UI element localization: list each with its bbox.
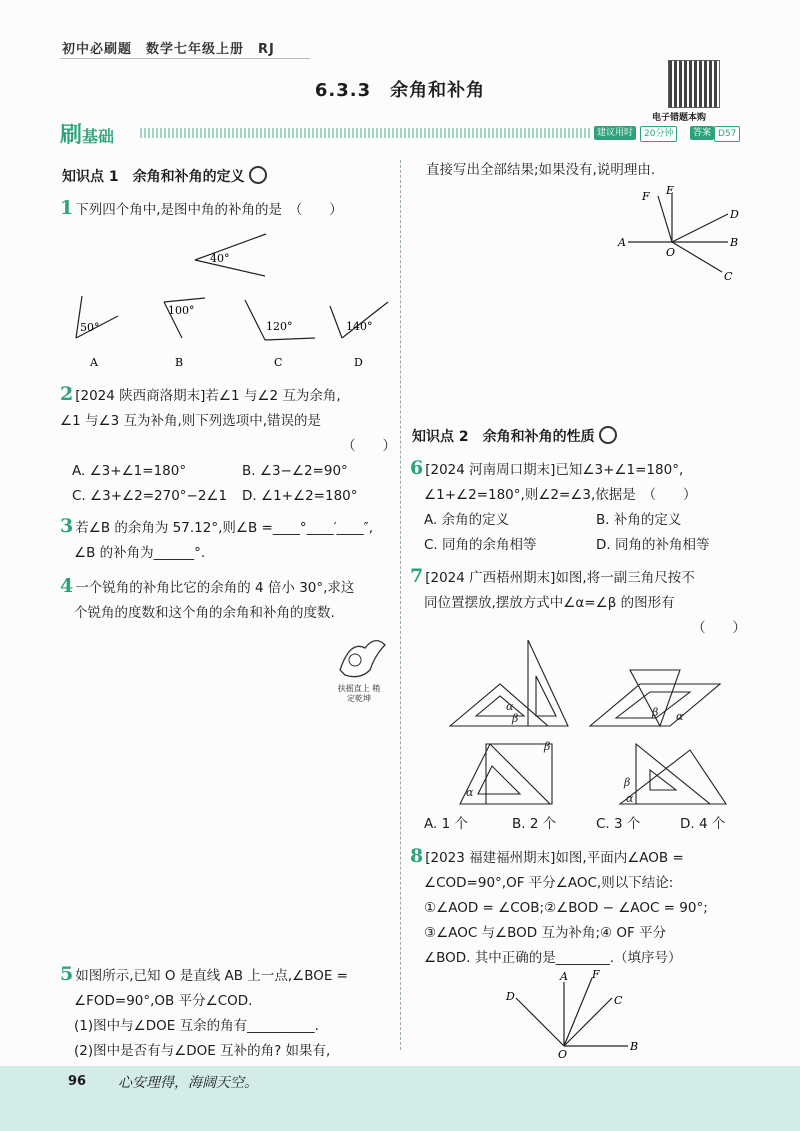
kp2-heading	[412, 426, 617, 446]
q3	[60, 514, 396, 566]
qr-label: 电子错题本购	[652, 113, 707, 123]
stamp-caption: 扶摇直上 稍定乾坤	[337, 684, 381, 703]
page-number: 96	[68, 1074, 87, 1089]
q8-line5[interactable]: ∠BOD. 其中正确的是________.（填序号）	[424, 950, 682, 966]
q5-figure	[610, 184, 760, 284]
q8-label-d: D	[506, 990, 515, 1003]
q5-label-c: C	[724, 270, 733, 283]
q1-letter-c: C	[274, 356, 283, 369]
q5-line5: 直接写出全部结果;如果没有,说明理由.	[426, 162, 656, 178]
q5-number: 5	[60, 963, 74, 985]
q7-figure-3	[460, 740, 552, 804]
q2-option-c[interactable]: C. ∠3+∠2=270°−2∠1	[72, 488, 228, 504]
time-label: 建议用时	[594, 126, 636, 140]
q7-f3-alpha: α	[466, 786, 474, 799]
q6-number: 6	[410, 457, 424, 479]
book-header: 初中必刷题 数学七年级上册 RJ	[62, 42, 275, 57]
q7-option-d[interactable]: D. 4 个	[680, 816, 726, 832]
q5-line3[interactable]: (1)图中与∠DOE 互余的角有__________.	[74, 1018, 319, 1034]
column-divider	[400, 160, 401, 1050]
q2-number: 2	[60, 383, 74, 405]
q1-angle-b: 100°	[168, 304, 195, 317]
q1-choice-d[interactable]	[330, 302, 388, 369]
section-title: 6.3.3 余角和补角	[314, 80, 486, 101]
q5-label-f: F	[642, 190, 650, 203]
kp1-heading	[62, 166, 267, 186]
q2-line1: [2024 陕西商洛期末]若∠1 与∠2 互为余角,	[75, 388, 341, 404]
q7-figure-1	[450, 640, 568, 726]
q2-option-b[interactable]: B. ∠3−∠2=90°	[242, 463, 348, 479]
kp2-label: 知识点 2 余角和补角的性质	[412, 429, 595, 445]
q8	[410, 844, 746, 971]
q8-line1: [2023 福建福州期末]如图,平面内∠AOB =	[425, 850, 684, 866]
q1-choice-b[interactable]	[164, 298, 205, 369]
q5	[60, 962, 396, 1064]
target-icon	[249, 166, 267, 184]
band-title	[60, 118, 114, 149]
q7-options	[424, 812, 744, 837]
q2-option-a[interactable]: A. ∠3+∠1=180°	[72, 463, 187, 479]
q8-line2: ∠COD=90°,OF 平分∠AOC,则以下结论:	[424, 875, 674, 891]
q8-label-b: B	[630, 1040, 639, 1053]
bird-stamp-icon	[330, 630, 390, 688]
q1-given-label: 40°	[210, 252, 230, 265]
q5-label-o: O	[666, 246, 676, 259]
q7-option-b[interactable]: B. 2 个	[512, 816, 557, 832]
q2-line2: ∠1 与∠3 互为补角,则下列选项中,错误的是	[60, 413, 322, 429]
kp1-label: 知识点 1 余角和补角的定义	[62, 169, 245, 185]
q2-option-d[interactable]: D. ∠1+∠2=180°	[242, 488, 358, 504]
q7-f2-beta: β	[652, 706, 659, 719]
header-rule	[60, 58, 310, 59]
q5-label-b: B	[730, 236, 739, 249]
q2-paren: （ ）	[342, 438, 396, 454]
q1-choice-c[interactable]	[245, 300, 315, 369]
answer-value: D57	[714, 126, 740, 142]
q4-line2: 个锐角的度数和这个角的余角和补角的度数.	[74, 605, 335, 621]
q5-label-a: A	[618, 236, 626, 249]
q1-given-angle	[195, 234, 266, 276]
target-icon	[599, 426, 617, 444]
qr-code-icon[interactable]	[668, 60, 720, 108]
q7	[410, 564, 746, 641]
q6-line2: ∠1+∠2=180°,则∠2=∠3,依据是 （ ）	[424, 487, 697, 503]
q7-f4-beta: β	[624, 776, 631, 789]
q5-label-e: E	[666, 184, 675, 197]
q5-line2: ∠FOD=90°,OB 平分∠COD.	[74, 993, 253, 1009]
q6-option-d[interactable]: D. 同角的补角相等	[596, 537, 710, 553]
q8-label-f: F	[592, 968, 600, 981]
band-rule	[140, 128, 590, 138]
q8-figure	[500, 968, 650, 1060]
q6-option-b[interactable]: B. 补角的定义	[596, 512, 682, 528]
q5-line4: (2)图中是否有与∠DOE 互补的角? 如果有,	[74, 1043, 331, 1059]
q4-number: 4	[60, 575, 74, 597]
q1-letter-d: D	[354, 356, 363, 369]
q6-line1: [2024 河南周口期末]已知∠3+∠1=180°,	[425, 462, 684, 478]
q7-figure-2	[590, 670, 720, 726]
band-title-small: 基础	[82, 127, 115, 146]
q2	[60, 382, 396, 509]
footer-motto: 心安理得，海阔天空。	[118, 1075, 258, 1091]
q5-line1: 如图所示,已知 O 是直线 AB 上一点,∠BOE =	[75, 968, 348, 984]
q7-line1: [2024 广西梧州期末]如图,将一副三角尺按不	[425, 570, 695, 586]
q6-option-c[interactable]: C. 同角的余角相等	[424, 537, 537, 553]
q8-label-o: O	[558, 1048, 568, 1060]
q3-line2[interactable]: ∠B 的补角为______°.	[74, 545, 206, 561]
q8-label-c: C	[614, 994, 623, 1007]
q8-line3: ①∠AOD = ∠COB;②∠BOD − ∠AOC = 90°;	[424, 900, 708, 916]
q6-option-a[interactable]: A. 余角的定义	[424, 512, 510, 528]
q8-number: 8	[410, 845, 424, 867]
q7-f3-beta: β	[544, 740, 551, 753]
q4-line1: 一个锐角的补角比它的余角的 4 倍小 30°,求这	[75, 580, 355, 596]
q1-choice-a[interactable]	[76, 296, 118, 369]
q1-number: 1	[60, 197, 74, 219]
q1-letter-a: A	[90, 356, 98, 369]
q8-label-a: A	[560, 970, 568, 983]
q1-letter-b: B	[175, 356, 184, 369]
q7-f1-beta: β	[512, 712, 519, 725]
q7-paren: （ ）	[692, 620, 746, 636]
q8-line4: ③∠AOC 与∠BOD 互为补角;④ OF 平分	[424, 925, 667, 941]
q4	[60, 574, 396, 626]
q7-figure-4	[620, 744, 726, 805]
q6	[410, 456, 746, 558]
q7-f4-alpha: α	[626, 792, 634, 805]
q1-stem	[60, 196, 343, 223]
q3-number: 3	[60, 515, 74, 537]
q1-angle-d: 140°	[346, 320, 373, 333]
q7-f2-alpha: α	[676, 710, 684, 723]
q7-line2: 同位置摆放,摆放方式中∠α=∠β 的图形有	[424, 595, 675, 611]
band-title-big: 刷	[60, 123, 83, 148]
q7-option-c[interactable]: C. 3 个	[596, 816, 641, 832]
q1-angle-a: 50°	[80, 321, 100, 334]
answer-label: 答案	[690, 126, 714, 140]
q1-figures	[60, 228, 390, 378]
q5-label-d: D	[730, 208, 739, 221]
q7-number: 7	[410, 565, 424, 587]
q7-f1-alpha: α	[506, 700, 514, 713]
q1-text: 下列四个角中,是图中角的补角的是 （ ）	[75, 202, 343, 218]
q7-figures	[440, 640, 740, 810]
time-value: 20分钟	[640, 126, 677, 142]
q1-angle-c: 120°	[266, 320, 293, 333]
q3-line1[interactable]: 若∠B 的余角为 57.12°,则∠B =____°____′____″,	[75, 520, 373, 536]
q7-option-a[interactable]: A. 1 个	[424, 816, 468, 832]
